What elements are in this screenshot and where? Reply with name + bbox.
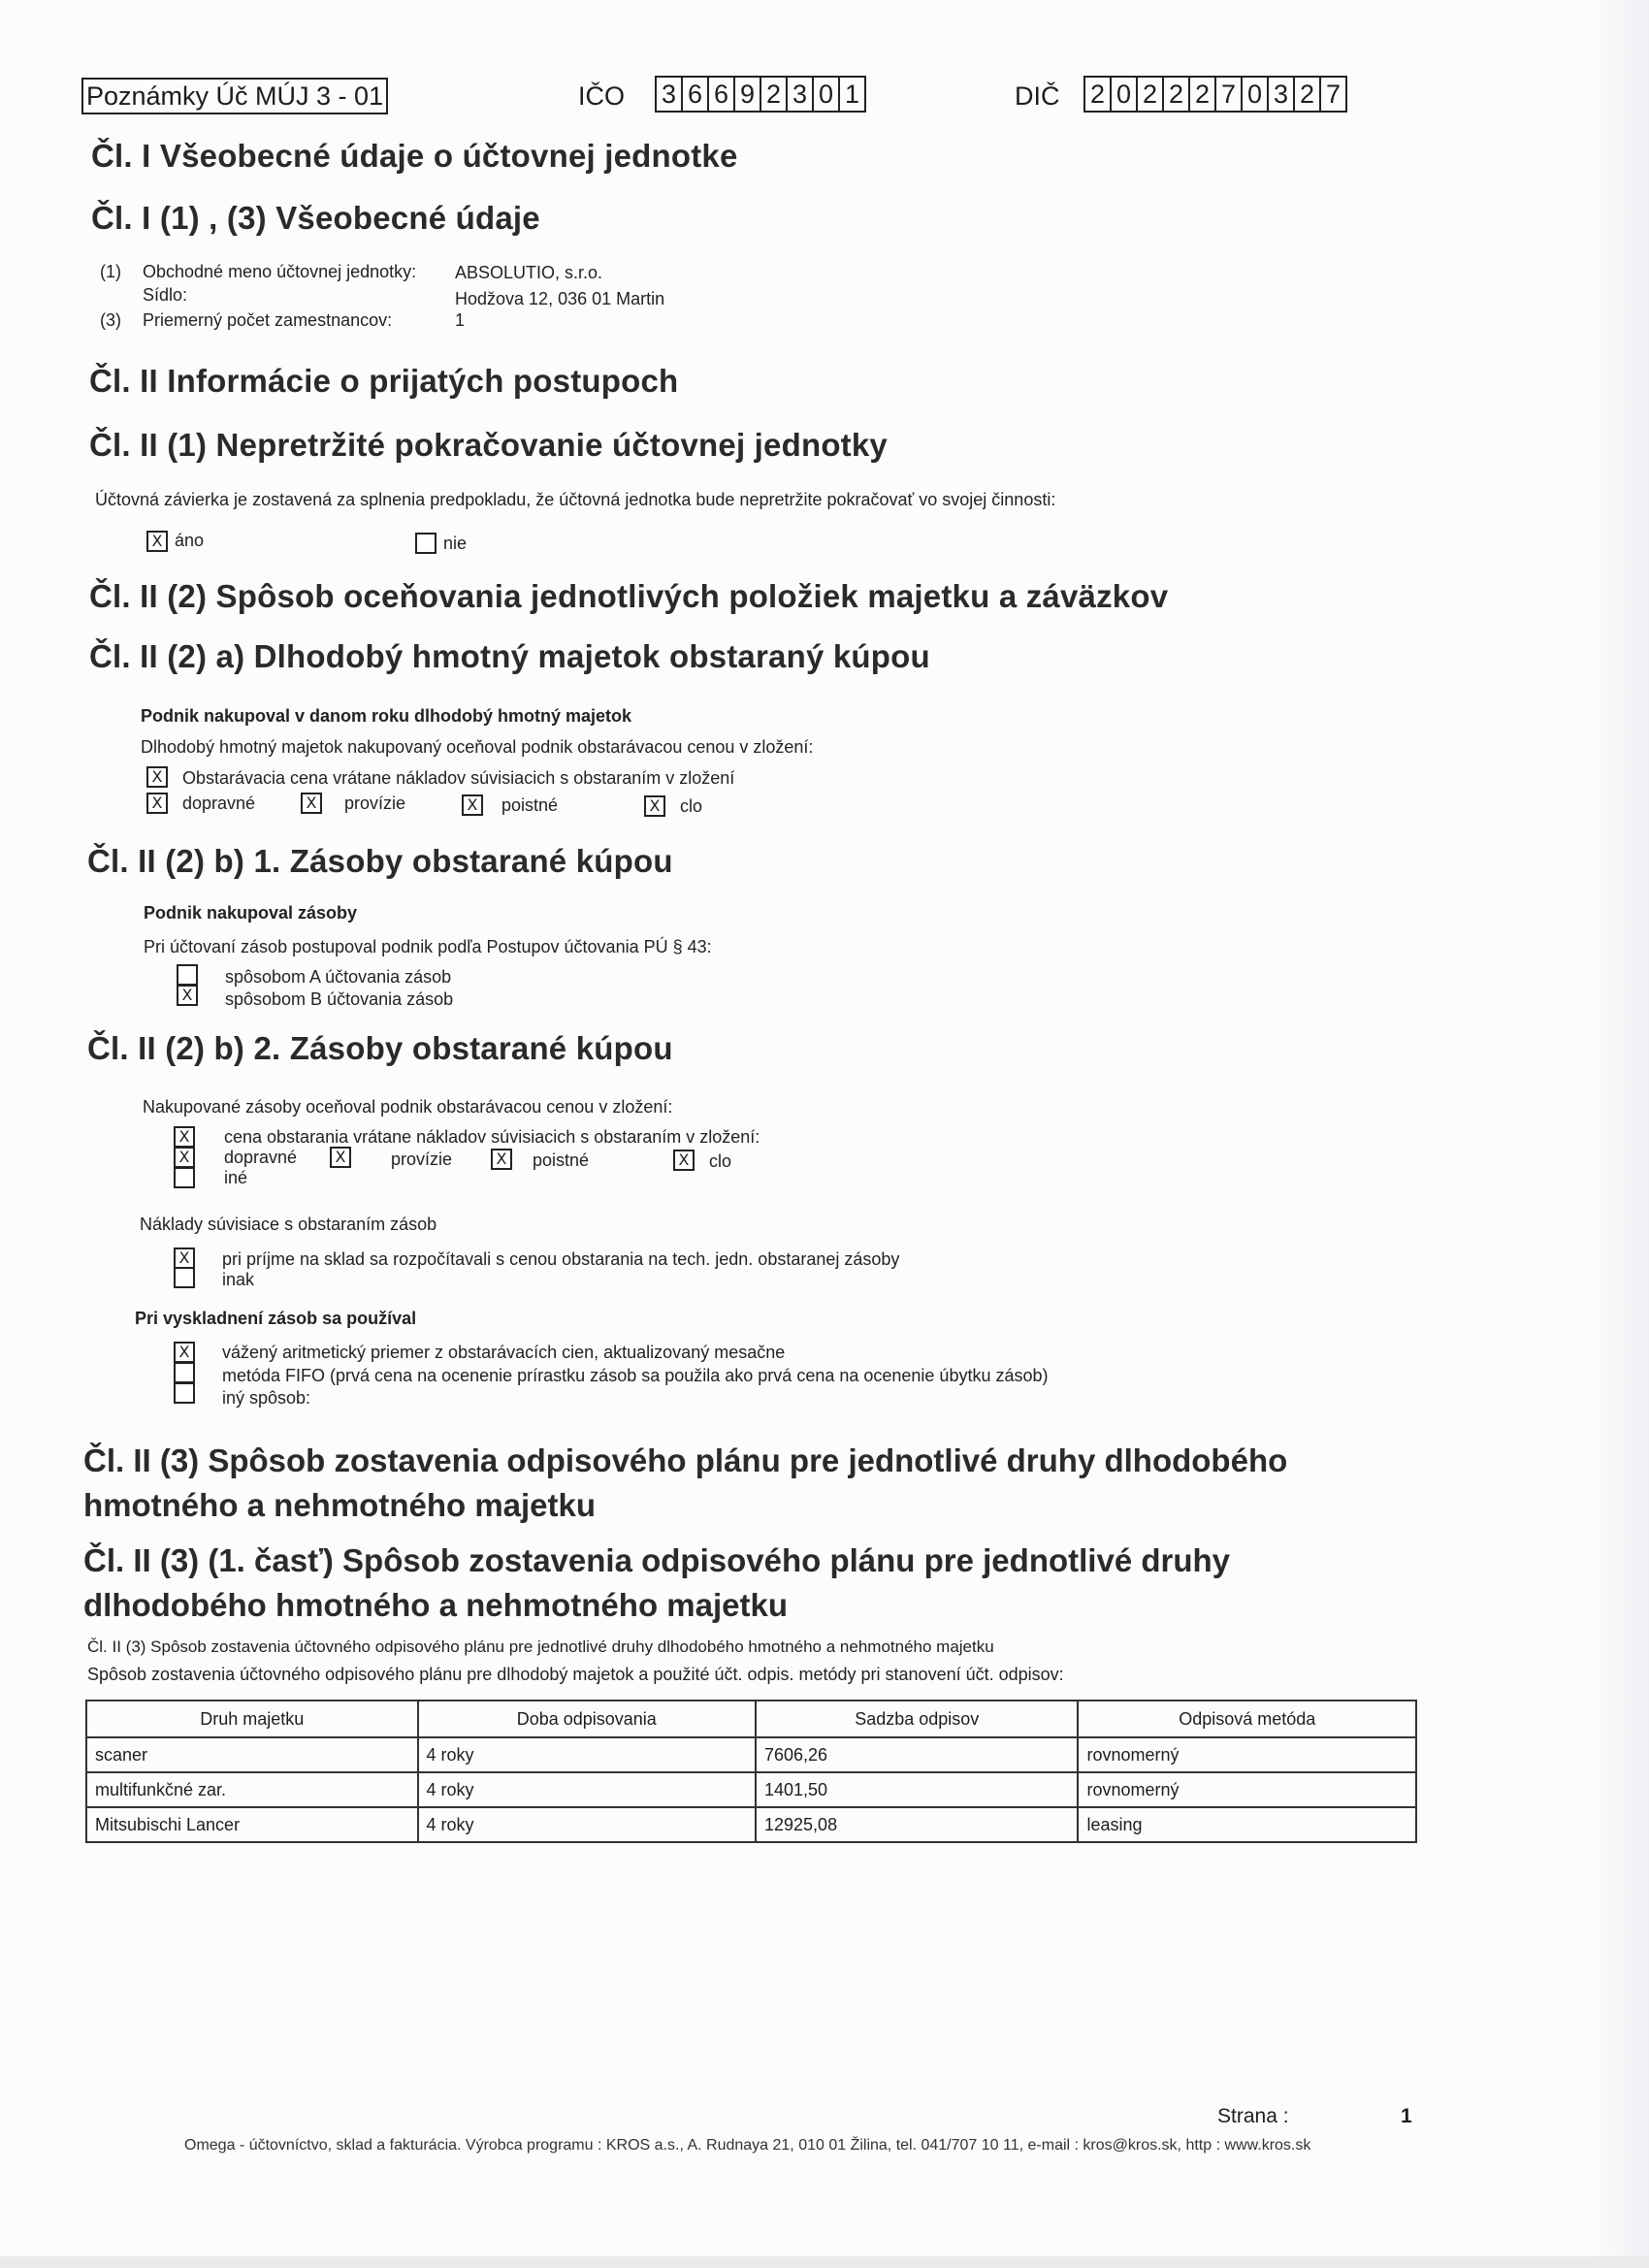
stock2-other-checkbox[interactable] — [174, 1167, 195, 1188]
fixed-assets-transport-label: dopravné — [182, 794, 256, 813]
fixed-assets-commission-label: provízie — [344, 794, 406, 813]
vendor-footer: Omega - účtovníctvo, sklad a fakturácia. Výrobca programu : KROS a.s., A. Rudnaya 21, 010 01 Žilina, tel. 041/707 10 11, e-mail : kros@kros.sk, http : www.kros.sk — [184, 2137, 1311, 2154]
asset-type-cell: scaner — [86, 1737, 418, 1772]
method-cell: rovnomerný — [1078, 1772, 1416, 1807]
fixed-assets-transport-checkbox[interactable]: X — [146, 793, 168, 814]
section-title-2-1: Čl. II (1) Nepretržité pokračovanie účtovnej jednotky — [89, 427, 888, 463]
dic-digit: 2 — [1138, 78, 1164, 111]
fixed-assets-commission-checkbox[interactable]: X — [301, 793, 322, 814]
stock2-cost-checkbox[interactable]: X — [174, 1126, 195, 1148]
stock1-method-a-checkbox[interactable] — [177, 964, 198, 986]
dic-digit: 7 — [1216, 78, 1243, 111]
period-cell: 4 roky — [418, 1772, 756, 1807]
stock1-text: Pri účtovaní zásob postupoval podnik podľa Postupov účtovania PÚ § 43: — [144, 937, 712, 956]
page-label: Strana : — [1217, 2105, 1289, 2127]
dic-digit: 0 — [1112, 78, 1138, 111]
asset-type-cell: Mitsubischi Lancer — [86, 1807, 418, 1842]
column-header: Doba odpisovania — [418, 1701, 756, 1737]
column-header: Odpisová metóda — [1078, 1701, 1416, 1737]
employees-value: 1 — [455, 310, 466, 330]
table-row — [86, 1807, 1416, 1842]
page-number: 1 — [1401, 2105, 1412, 2127]
dic-label: DIČ — [1015, 81, 1060, 111]
stock2-duty-checkbox[interactable]: X — [673, 1150, 695, 1171]
stock2-issue3-label: iný spôsob: — [222, 1388, 311, 1408]
fixed-assets-duty-checkbox[interactable]: X — [644, 795, 665, 817]
dic-digit: 0 — [1243, 78, 1269, 111]
scan-bottom-edge — [0, 2256, 1649, 2268]
ico-digit: 3 — [788, 78, 814, 111]
stock2-related2-checkbox[interactable] — [174, 1267, 195, 1288]
continuity-no-label: nie — [443, 534, 468, 553]
column-header: Druh majetku — [86, 1701, 418, 1737]
stock1-method-a-label: spôsobom A účtovania zásob — [225, 967, 452, 987]
seat-label: Sídlo: — [143, 285, 188, 305]
method-cell: leasing — [1078, 1807, 1416, 1842]
fixed-assets-bold: Podnik nakupoval v danom roku dlhodobý hmotný majetok — [141, 706, 632, 726]
column-header: Sadzba odpisov — [756, 1701, 1078, 1737]
rate-cell: 12925,08 — [756, 1807, 1078, 1842]
fixed-assets-cost-checkbox[interactable]: X — [146, 766, 168, 788]
stock2-related2-label: inak — [222, 1270, 255, 1289]
stock2-commission-label: provízie — [391, 1150, 453, 1169]
stock1-method-b-checkbox[interactable]: X — [177, 985, 198, 1006]
continuity-text: Účtovná závierka je zostavená za splnenia predpokladu, že účtovná jednotka bude nepretržite pokračovať vo svojej činnosti: — [95, 490, 1056, 509]
stock2-issue2-checkbox[interactable] — [174, 1362, 195, 1383]
rate-cell: 7606,26 — [756, 1737, 1078, 1772]
stock2-transport-checkbox[interactable]: X — [174, 1147, 195, 1168]
dic-digit: 2 — [1085, 78, 1112, 111]
fixed-assets-duty-label: clo — [680, 796, 703, 816]
form-label-box — [81, 78, 388, 114]
section-title-2-2b2: Čl. II (2) b) 2. Zásoby obstarané kúpou — [87, 1030, 673, 1066]
continuity-yes-checkbox[interactable]: X — [146, 531, 168, 552]
stock2-commission-checkbox[interactable]: X — [330, 1147, 351, 1168]
dic-digit: 2 — [1295, 78, 1321, 111]
stock2-text: Nakupované zásoby oceňoval podnik obstarávacou cenou v zložení: — [143, 1097, 673, 1117]
stock1-bold: Podnik nakupoval zásoby — [144, 903, 358, 923]
asset-type-cell: multifunkčné zar. — [86, 1772, 418, 1807]
table-row — [86, 1737, 1416, 1772]
stock2-issue1-label: vážený aritmetický priemer z obstarávacích cien, aktualizovaný mesačne — [222, 1343, 786, 1362]
dic-digit: 7 — [1325, 80, 1342, 109]
fixed-assets-insurance-label: poistné — [501, 795, 559, 815]
scan-edge-shadow — [1591, 0, 1649, 2268]
section-title-2-3: Čl. II (3) Spôsob zostavenia odpisového plánu pre jednotlivé druhy dlhodobého hmotného a nehmotného majetku — [83, 1442, 1288, 1523]
period-cell: 4 roky — [418, 1737, 756, 1772]
depreciation-table — [85, 1700, 1417, 1843]
table-row — [86, 1772, 1416, 1807]
stock2-transport-label: dopravné — [224, 1148, 298, 1167]
form-label: Poznámky Úč MÚJ 3 - 01 — [86, 81, 384, 111]
ico-digit: 0 — [814, 78, 840, 111]
stock2-duty-label: clo — [709, 1151, 732, 1171]
rate-cell: 1401,50 — [756, 1772, 1078, 1807]
stock2-related1-checkbox[interactable]: X — [174, 1247, 195, 1269]
stock2-related-title: Náklady súvisiace s obstaraním zásob — [140, 1215, 437, 1234]
method-cell: rovnomerný — [1078, 1737, 1416, 1772]
ico-digit: 2 — [761, 78, 788, 111]
ico-digit: 3 — [657, 78, 683, 111]
seat-value: Hodžova 12, 036 01 Martin — [455, 289, 665, 308]
fixed-assets-insurance-checkbox[interactable]: X — [462, 794, 483, 816]
stock2-cost-label: cena obstarania vrátane nákladov súvisiacich s obstaraním v zložení: — [224, 1127, 760, 1147]
stock2-issue-title: Pri vyskladnení zásob sa používal — [135, 1309, 417, 1328]
section-title-2-2: Čl. II (2) Spôsob oceňovania jednotlivých položiek majetku a záväzkov — [89, 578, 1169, 614]
depreciation-line1: Čl. II (3) Spôsob zostavenia účtovného odpisového plánu pre jednotlivé druhy dlhodobého hmotného a nehmotného majetku — [87, 1637, 994, 1656]
stock2-issue2-label: metóda FIFO (prvá cena na ocenenie prírastku zásob sa použila ako prvá cena na ocenenie úbytku zásob) — [222, 1366, 1049, 1385]
general-n3: (3) — [100, 310, 121, 330]
employees-label: Priemerný počet zamestnancov: — [143, 310, 393, 330]
ico-digit: 6 — [709, 78, 735, 111]
general-n1: (1) — [100, 262, 121, 281]
dic-digit: 2 — [1190, 78, 1216, 111]
section-title-2-2b1: Čl. II (2) b) 1. Zásoby obstarané kúpou — [87, 843, 673, 879]
dic-digit: 3 — [1269, 78, 1295, 111]
depreciation-line2: Spôsob zostavenia účtovného odpisového plánu pre dlhodobý majetok a použité účt. odpis. metódy pri stanovení účt. odpisov: — [87, 1665, 1064, 1684]
company-name-label: Obchodné meno účtovnej jednotky: — [143, 262, 417, 281]
company-name-value: ABSOLUTIO, s.r.o. — [455, 263, 603, 282]
stock2-issue3-checkbox[interactable] — [174, 1382, 195, 1404]
continuity-no-checkbox[interactable] — [415, 533, 436, 554]
stock2-insurance-label: poistné — [533, 1150, 590, 1170]
ico-digit: 1 — [844, 80, 860, 109]
section-title-2: Čl. II Informácie o prijatých postupoch — [89, 363, 679, 399]
stock2-related1-label: pri príjme na sklad sa rozpočítavali s cenou obstarania na tech. jedn. obstaranej zásoby — [222, 1249, 900, 1269]
section-title-2-3-1: Čl. II (3) (1. časť) Spôsob zostavenia odpisového plánu pre jednotlivé druhy dlhodobého hmotného a nehmotného majetku — [83, 1542, 1231, 1623]
period-cell: 4 roky — [418, 1807, 756, 1842]
stock2-other-label: iné — [224, 1168, 248, 1187]
section-title-1: Čl. I Všeobecné údaje o účtovnej jednotke — [91, 138, 738, 174]
dic-digits — [1083, 76, 1347, 113]
fixed-assets-text: Dlhodobý hmotný majetok nakupovaný oceňoval podnik obstarávacou cenou v zložení: — [141, 737, 814, 757]
section-title-1-1: Čl. I (1) , (3) Všeobecné údaje — [91, 200, 540, 236]
ico-digits — [655, 76, 866, 113]
fixed-assets-cost-label: Obstarávacia cena vrátane nákladov súvisiacich s obstaraním v zložení — [182, 768, 735, 788]
table-header-row — [86, 1701, 1416, 1737]
stock2-insurance-checkbox[interactable]: X — [491, 1149, 512, 1170]
dic-digit: 2 — [1164, 78, 1190, 111]
ico-digit: 6 — [683, 78, 709, 111]
stock1-method-b-label: spôsobom B účtovania zásob — [225, 989, 454, 1009]
ico-digit: 9 — [735, 78, 761, 111]
section-title-2-2a: Čl. II (2) a) Dlhodobý hmotný majetok obstaraný kúpou — [89, 638, 930, 674]
ico-label: IČO — [578, 81, 626, 111]
continuity-yes-label: áno — [175, 531, 205, 550]
stock2-issue1-checkbox[interactable]: X — [174, 1342, 195, 1363]
